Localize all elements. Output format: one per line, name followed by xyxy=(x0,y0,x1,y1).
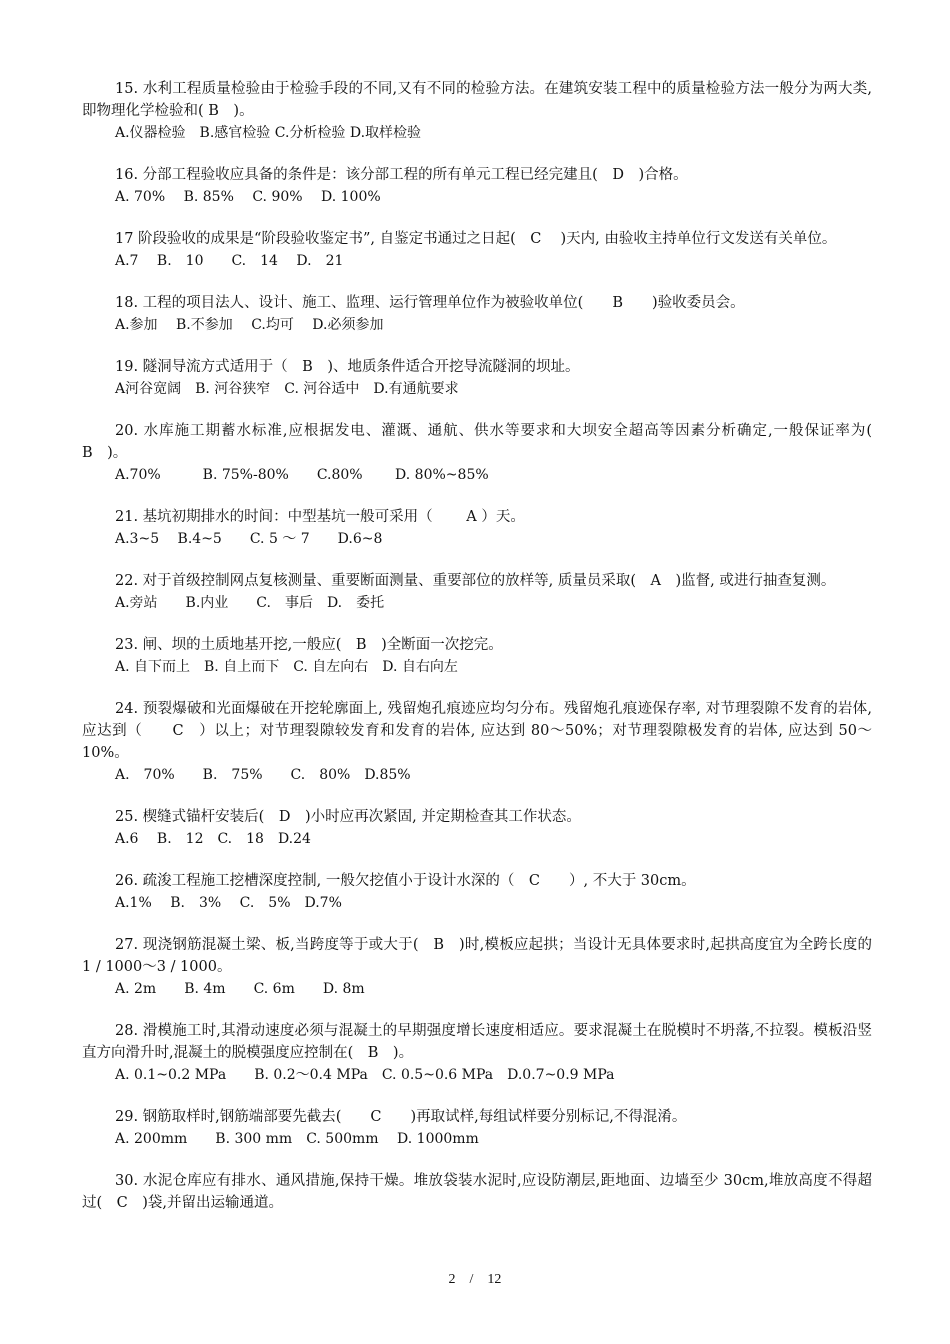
question-26 xyxy=(82,870,872,914)
question-21 xyxy=(82,506,872,550)
question-options: A. 70% B. 75% C. 80% D.85% xyxy=(115,767,411,783)
question-options: A.旁站 B.内业 C. 事后 D. 委托 xyxy=(115,595,385,611)
question-23 xyxy=(82,634,872,678)
question-options: A.7 B. 10 C. 14 D. 21 xyxy=(115,253,344,269)
question-stem: 28. 滑模施工时,其滑动速度必须与混凝土的早期强度增长速度相适应。要求混凝土在脱模时不坍落,不拉裂。模板沿竖直方向滑升时,混凝土的脱模强度应控制在( B )。 xyxy=(82,1023,872,1061)
question-25 xyxy=(82,806,872,850)
question-stem: 24. 预裂爆破和光面爆破在开挖轮廓面上, 残留炮孔痕迹应均匀分布。残留炮孔痕迹保存率, 对节理裂隙不发育的岩体, 应达到（ C ）以上；对节理裂隙较发育和发育的岩体, 应达到 80～50%；对节理裂隙极发育的岩体, 应达到 50～10%。 xyxy=(82,701,873,761)
question-stem: 30. 水泥仓库应有排水、通风措施,保持干燥。堆放袋装水泥时,应设防潮层,距地面、边墙至少 30cm,堆放高度不得超过( C )袋,并留出运输通道。 xyxy=(82,1173,872,1211)
question-30 xyxy=(82,1170,872,1214)
question-stem: 19. 隧洞导流方式适用于（ B )、地质条件适合开挖导流隧洞的坝址。 xyxy=(115,359,580,375)
question-options: A. 200mm B. 300 mm C. 500mm D. 1000mm xyxy=(115,1131,479,1147)
question-options: A.仪器检验 B.感官检验 C.分析检验 D.取样检验 xyxy=(115,125,422,141)
page-number: 2 / 12 xyxy=(448,1272,502,1287)
question-options: A河谷宽阔 B. 河谷狭窄 C. 河谷适中 D.有通航要求 xyxy=(115,381,459,397)
question-18 xyxy=(82,292,872,336)
question-29 xyxy=(82,1106,872,1150)
question-options: A. 2m B. 4m C. 6m D. 8m xyxy=(115,981,365,997)
question-22 xyxy=(82,570,872,614)
question-17 xyxy=(82,228,872,272)
question-stem: 15. 水利工程质量检验由于检验手段的不同,又有不同的检验方法。在建筑安装工程中的质量检验方法一般分为两大类,即物理化学检验和( B )。 xyxy=(82,81,872,119)
question-options: A. 自下而上 B. 自上而下 C. 自左向右 D. 自右向左 xyxy=(115,659,458,675)
question-19 xyxy=(82,356,872,400)
question-stem: 22. 对于首级控制网点复核测量、重要断面测量、重要部位的放样等, 质量员采取( A )监督, 或进行抽查复测。 xyxy=(115,573,836,589)
question-options: A. 70% B. 85% C. 90% D. 100% xyxy=(115,189,381,205)
question-stem: 23. 闸、坝的土质地基开挖,一般应( B )全断面一次挖完。 xyxy=(115,637,503,653)
question-options: A. 0.1~0.2 MPa B. 0.2～0.4 MPa C. 0.5~0.6 MPa D.0.7~0.9 MPa xyxy=(115,1067,615,1083)
question-stem: 27. 现浇钢筋混凝土梁、板,当跨度等于或大于( B )时,模板应起拱；当设计无具体要求时,起拱高度宜为全跨长度的 1 / 1000～3 / 1000。 xyxy=(82,937,872,975)
question-stem: 26. 疏浚工程施工挖槽深度控制, 一般欠挖值小于设计水深的（ C ）, 不大于 30cm。 xyxy=(115,873,696,889)
question-stem: 18. 工程的项目法人、设计、施工、监理、运行管理单位作为被验收单位( B )验收委员会。 xyxy=(115,295,745,311)
question-options: A.6 B. 12 C. 18 D.24 xyxy=(115,831,311,847)
question-stem: 17 阶段验收的成果是“阶段验收鉴定书”, 自鉴定书通过之日起( C )天内, 由验收主持单位行文发送有关单位。 xyxy=(115,231,837,247)
question-stem: 16. 分部工程验收应具备的条件是：该分部工程的所有单元工程已经完建且( D )合格。 xyxy=(115,167,688,183)
question-options: A.参加 B.不参加 C.均可 D.必须参加 xyxy=(115,317,384,333)
question-28 xyxy=(82,1020,872,1086)
question-stem: 25. 楔缝式锚杆安装后( D )小时应再次紧固, 并定期检查其工作状态。 xyxy=(115,809,581,825)
question-options: A.1% B. 3% C. 5% D.7% xyxy=(115,895,342,911)
question-stem: 29. 钢筋取样时,钢筋端部要先截去( C )再取试样,每组试样要分别标记,不得混淆。 xyxy=(115,1109,687,1125)
question-options: A.70% B. 75%-80% C.80% D. 80%~85% xyxy=(115,467,489,483)
question-15 xyxy=(82,78,872,144)
question-16 xyxy=(82,164,872,208)
question-options: A.3~5 B.4~5 C. 5 ～ 7 D.6~8 xyxy=(115,531,383,547)
question-27 xyxy=(82,934,872,1000)
document-page xyxy=(82,78,872,1234)
question-24 xyxy=(82,698,872,786)
question-stem: 21. 基坑初期排水的时间：中型基坑一般可采用（ A ）天。 xyxy=(115,509,525,525)
question-20 xyxy=(82,420,872,486)
question-stem: 20. 水库施工期蓄水标准,应根据发电、灌溉、通航、供水等要求和大坝安全超高等因素分析确定,一般保证率为( B )。 xyxy=(82,423,872,461)
